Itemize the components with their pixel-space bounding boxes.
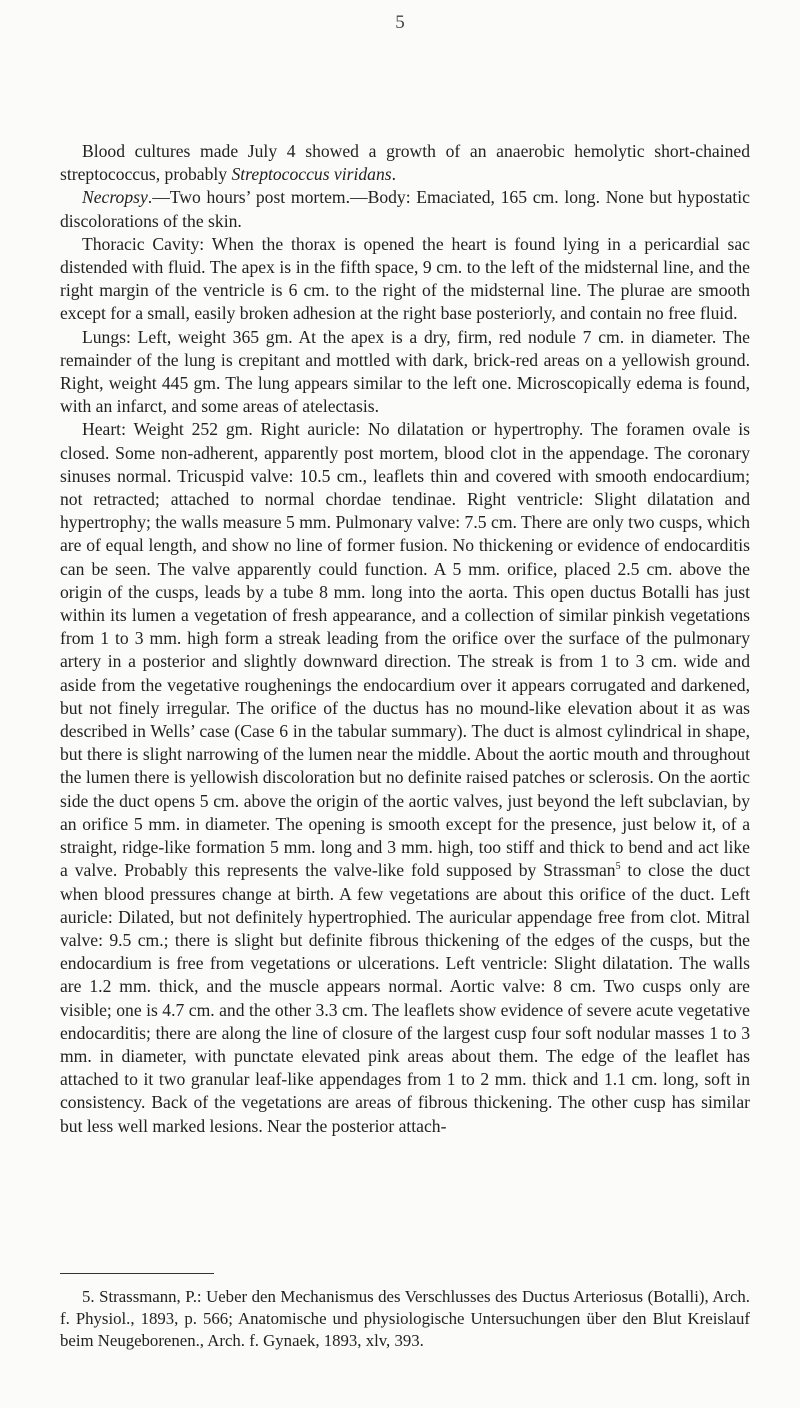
heart-text-part2: to close the duct when blood pressures change at birth. A few vegetations are about this orifice of the duct. Left auricle: Dilated, but not definitely hypertrophied. The auricular appendage free from clot. Mitral valve: 9.5 cm.; there is slight but definite fibrous thickening of the edges of the cusps, but the endocardium is free from vegetations or ulcerations. Left ventricle: Slight dilatation. The walls are 1.2 mm. thick, and the muscle appears normal. Aortic valve: 8 cm. Two cusps only are visible; one is 4.7 cm. and the other 3.3 cm. The leaflets show evidence of severe acute vegetative endocarditis; there are along the line of closure of the largest cusp four soft nodular masses 1 to 3 mm. in diameter, with punctate elevated pink areas about them. The edge of the leaflet has attached to it two granular leaf-like appendages from 1 to 2 mm. thick and 1.1 cm. long, soft in consistency. Back of the vegetations are areas of fibrous thickening. The other cusp has similar but less well marked lesions. Near the posterior attach- [60, 860, 751, 1136]
paragraph-heart [60, 418, 750, 1137]
footnote-text: 5. Strassmann, P.: Ueber den Mechanismus des Verschlusses des Ductus Arteriosus (Botalli), Arch. f. Physiol., 1893, p. 566; Anatomische und physiologische Untersuchungen über den Blut Kreislauf beim Neugeborenen., Arch. f. Gynaek, 1893, xlv, 393. [60, 1287, 750, 1350]
blood-cultures-text: Blood cultures made July 4 showed a growth of an anaerobic hemolytic short-chained streptococcus, probably [60, 141, 750, 185]
organism-name: Streptococcus viridans [231, 164, 392, 185]
necropsy-text: .—Two hours’ post mortem.—Body: Emaciated, 165 cm. long. None but hypostatic discolorations of the skin. [60, 187, 750, 231]
paragraph-necropsy [60, 186, 750, 232]
page-number: 5 [395, 12, 405, 33]
necropsy-heading: Necropsy [82, 187, 148, 208]
paragraph-thoracic-cavity: Thoracic Cavity: When the thorax is opened the heart is found lying in a pericardial sac distended with fluid. The apex is in the fifth space, 9 cm. to the left of the midsternal line, and the right margin of the ventricle is 6 cm. to the right of the midsternal line. The plurae are smooth except for a small, easily broken adhesion at the right base posteriorly, and contain no free fluid. [60, 233, 750, 324]
paragraph-lungs: Lungs: Left, weight 365 gm. At the apex is a dry, firm, red nodule 7 cm. in diameter. The remainder of the lung is crepitant and mottled with dark, brick-red areas on a yellowish ground. Right, weight 445 gm. The lung appears similar to the left one. Microscopically edema is found, with an infarct, and some areas of atelectasis. [60, 326, 750, 417]
footnote-reference[interactable]: 5 [615, 861, 621, 873]
body-text [60, 140, 750, 1138]
paragraph-blood-cultures [60, 140, 750, 186]
footnote-divider [60, 1273, 214, 1274]
footnote [60, 1286, 750, 1352]
heart-text-part1: Heart: Weight 252 gm. Right auricle: No dilatation or hypertrophy. The foramen ovale is closed. Some non-adherent, apparently post mortem, blood clot in the appendage. The coronary sinuses normal. Tricuspid valve: 10.5 cm., leaflets thin and covered with smooth endocardium; not retracted; attached to normal chordae tendinae. Right ventricle: Slight dilatation and hypertrophy; the walls measure 5 mm. Pulmonary valve: 7.5 cm. There are only two cusps, which are of equal length, and show no line of former fusion. No thickening or evidence of endocarditis can be seen. The valve apparently could function. A 5 mm. orifice, placed 2.5 cm. above the origin of the cusps, leads by a tube 8 mm. long into the aorta. This open ductus Botalli has just within its lumen a vegetation of fresh appearance, and a collection of similar pinkish vegetations from 1 to 3 mm. high form a streak leading from the orifice over the surface of the pulmonary artery in a posterior and slightly downward direction. The streak is from 1 to 3 cm. wide and aside from the vegetative roughenings the endocardium over it appears corrugated and darkened, but not finely irregular. The orifice of the ductus has no mound-like elevation about it as was described in Wells’ case (Case 6 in the tabular summary). The duct is almost cylindrical in shape, but there is slight narrowing of the lumen near the middle. About the aortic mouth and throughout the lumen there is yellowish discoloration but no definite raised patches or sclerosis. On the aortic side the duct opens 5 cm. above the origin of the aortic valves, just beyond the left subclavian, by an orifice 5 mm. in diameter. The opening is smooth except for the presence, just below it, of a straight, ridge-like formation 5 mm. long and 3 mm. high, too stiff and thick to bend and act like a valve. Probably this represents the valve-like fold supposed by Strassman [60, 419, 750, 881]
blood-cultures-end: . [391, 164, 397, 185]
